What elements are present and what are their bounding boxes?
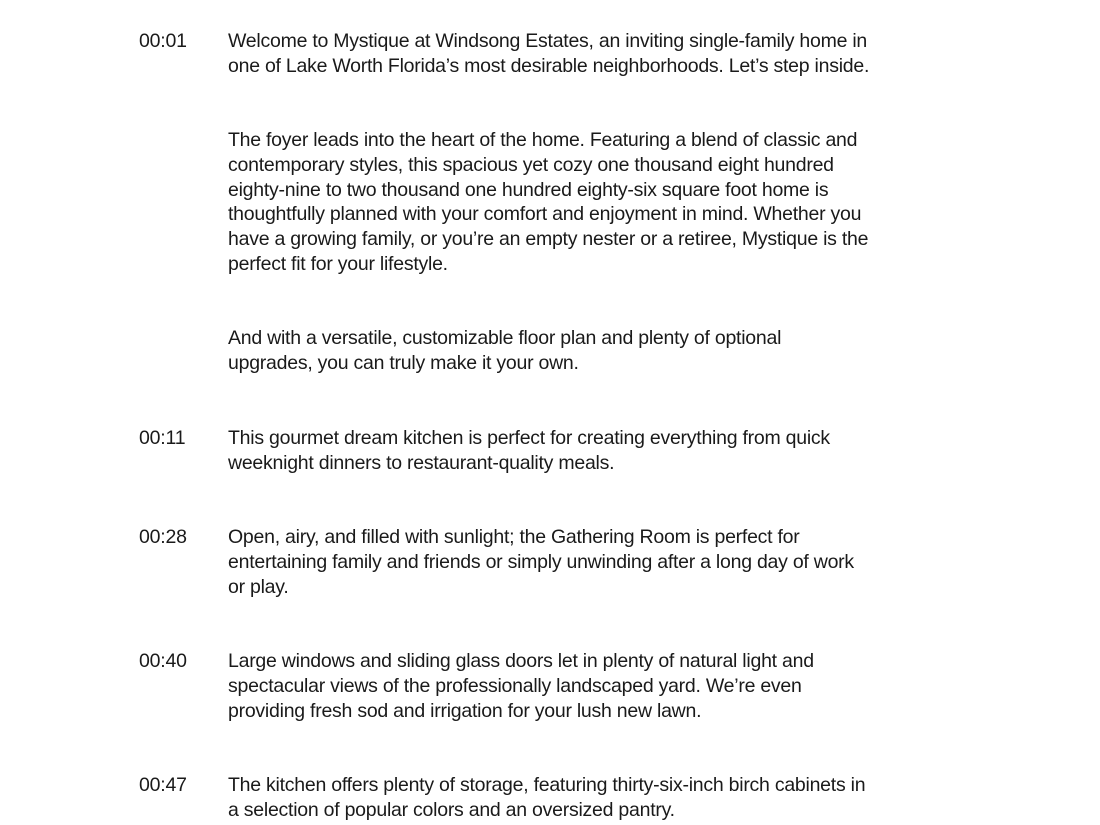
text-line: contemporary styles, this spacious yet cozy one thousand eight hundred [228, 153, 834, 176]
text-line: upgrades, you can truly make it your own. [228, 351, 579, 374]
text-line: eighty-nine to two thousand one hundred eighty-six square foot home is [228, 178, 829, 201]
transcript-text [228, 29, 968, 79]
text-line: perfect fit for your lifestyle. [228, 252, 448, 275]
timestamp: 00:28 [139, 526, 187, 548]
text-line: a selection of popular colors and an oversized pantry. [228, 798, 675, 821]
timestamp: 00:11 [139, 427, 186, 449]
text-line: Welcome to Mystique at Windsong Estates, an inviting single-family home in [228, 30, 868, 52]
text-line: spectacular views of the professionally landscaped yard. We’re even [228, 674, 802, 697]
transcript-text [228, 525, 968, 599]
text-line: entertaining family and friends or simply unwinding after a long day of work [228, 550, 854, 573]
text-line: thoughtfully planned with your comfort and enjoyment in mind. Whether you [228, 203, 862, 226]
timestamp: 00:01 [139, 30, 187, 52]
timestamp: 00:47 [139, 774, 187, 796]
timestamp: 00:40 [139, 650, 187, 672]
text-line: Open, airy, and filled with sunlight; the Gathering Room is perfect for [228, 526, 800, 548]
transcript-text [228, 426, 968, 476]
text-line: The kitchen offers plenty of storage, featuring thirty-six-inch birch cabinets in [228, 774, 866, 796]
text-line: And with a versatile, customizable floor plan and plenty of optional [228, 327, 782, 349]
text-line: weeknight dinners to restaurant-quality meals. [228, 451, 615, 474]
text-line: This gourmet dream kitchen is perfect for creating everything from quick [228, 427, 830, 449]
transcript-text [228, 773, 968, 823]
transcript-text [228, 649, 968, 723]
transcript-text [228, 128, 968, 277]
text-line: have a growing family, or you’re an empty nester or a retiree, Mystique is the [228, 228, 869, 251]
text-line: or play. [228, 575, 289, 598]
text-line: one of Lake Worth Florida’s most desirable neighborhoods. Let’s step inside. [228, 54, 870, 77]
text-line: Large windows and sliding glass doors let in plenty of natural light and [228, 650, 814, 672]
text-line: providing fresh sod and irrigation for your lush new lawn. [228, 699, 702, 722]
text-line: The foyer leads into the heart of the home. Featuring a blend of classic and [228, 129, 858, 151]
transcript-text [228, 326, 968, 376]
